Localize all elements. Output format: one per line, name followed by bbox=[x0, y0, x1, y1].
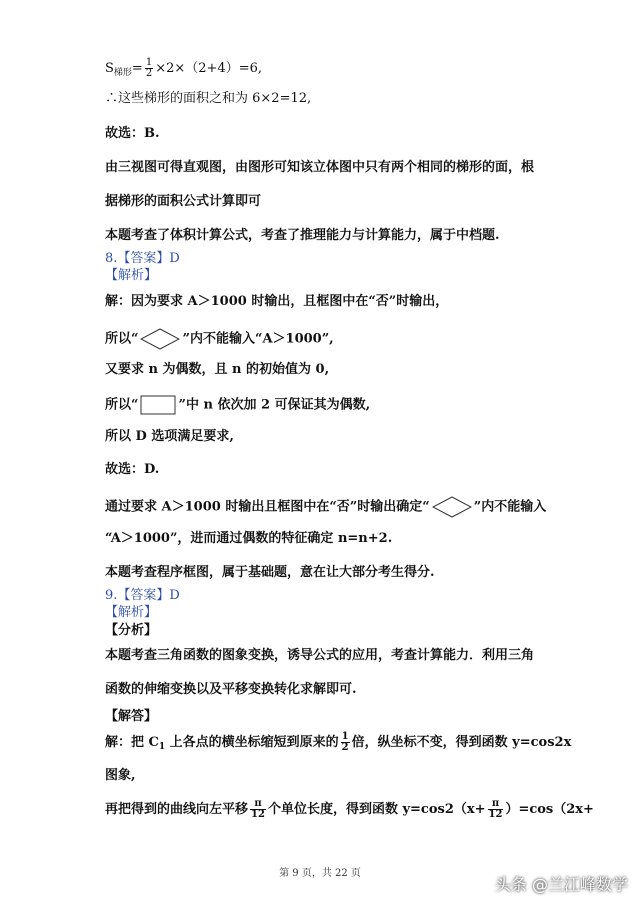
diamond-line-2: 通过要求 A＞1000 时输出且框图中在“否”时输出确定“ ”内不能输入 bbox=[105, 496, 546, 518]
fraction-pi-12: $\frac{\pi}{12}$ bbox=[251, 798, 265, 820]
diamond-line: 所以“ ”内不能输入“A＞1000”, bbox=[105, 328, 334, 350]
explanation-line: 由三视图可得直观图，由图形可知该立体图中只有两个相同的梯形的面，根 bbox=[105, 160, 535, 175]
solution-line: 解：因为要求 A＞1000 时输出，且框图中在“否”时输出， bbox=[105, 294, 449, 309]
q8-analysis-label: 【解析】 bbox=[105, 268, 158, 283]
comment-line: 本题考查程序框图，属于基础题，意在让大部分考生得分. bbox=[105, 565, 435, 580]
page-number: 第 9 页，共 22 页 bbox=[279, 868, 361, 879]
area-sum-line: ∴这些梯形的面积之和为 6×2=12, bbox=[105, 91, 312, 106]
diamond-shape-icon bbox=[432, 496, 472, 518]
trapezoid-area-line: $S_{梯形}=$ $\frac{1}{2}$ ×2×（2+4）=6, bbox=[105, 57, 262, 79]
q9-answer-label: 9.【答案】D bbox=[105, 588, 180, 603]
watermark: 头条 @兰江峰数学 bbox=[494, 875, 628, 894]
shift-line: 再把得到的曲线向左平移 $\frac{\pi}{12}$ 个单位长度，得到函数 y=cos2（x+ $\frac{\pi}{12}$ ）=cos（2x+ bbox=[105, 798, 594, 820]
solution-line: 解：把 $C_1$ 上各点的横坐标缩短到原来的 $\frac{1}{2}$ 倍，纵坐标不变，得到函数 y=cos2x bbox=[105, 731, 572, 753]
fraction-pi-12: $\frac{\pi}{12}$ bbox=[488, 798, 503, 820]
analysis-heading: 【分析】 bbox=[105, 623, 158, 638]
graph-line: 图象, bbox=[105, 768, 136, 783]
option-d-line: 所以 D 选项满足要求, bbox=[105, 429, 234, 444]
comment-line: 本题考查了体积计算公式，考查了推理能力与计算能力，属于中档题. bbox=[105, 228, 500, 243]
choose-b-line: 故选：B. bbox=[105, 126, 160, 141]
choose-d-line: 故选：D. bbox=[105, 462, 160, 477]
diamond-shape-icon bbox=[140, 328, 180, 350]
analysis-line: 函数的伸缩变换以及平移变换转化求解即可. bbox=[105, 682, 357, 697]
rectangle-line: 所以“ ”中 n 依次加 2 可保证其为偶数, bbox=[105, 395, 370, 415]
even-number-line: 又要求 n 为偶数，且 n 的初始值为 0, bbox=[105, 362, 330, 377]
solution-heading: 【解答】 bbox=[105, 709, 158, 724]
analysis-line: 本题考查三角函数的图象变换，诱导公式的应用，考查计算能力．利用三角 bbox=[105, 648, 535, 663]
conclusion-line: “A＞1000”，进而通过偶数的特征确定 n=n+2. bbox=[105, 531, 393, 546]
fraction-half: $\frac{1}{2}$ bbox=[341, 731, 349, 753]
q8-answer-label: 8.【答案】D bbox=[105, 251, 180, 266]
rectangle-shape-icon bbox=[140, 395, 176, 415]
q9-analysis-label: 【解析】 bbox=[105, 605, 158, 620]
fraction-half: $\frac{1}{2}$ bbox=[145, 57, 153, 79]
explanation-line: 据梯形的面积公式计算即可 bbox=[105, 194, 262, 209]
